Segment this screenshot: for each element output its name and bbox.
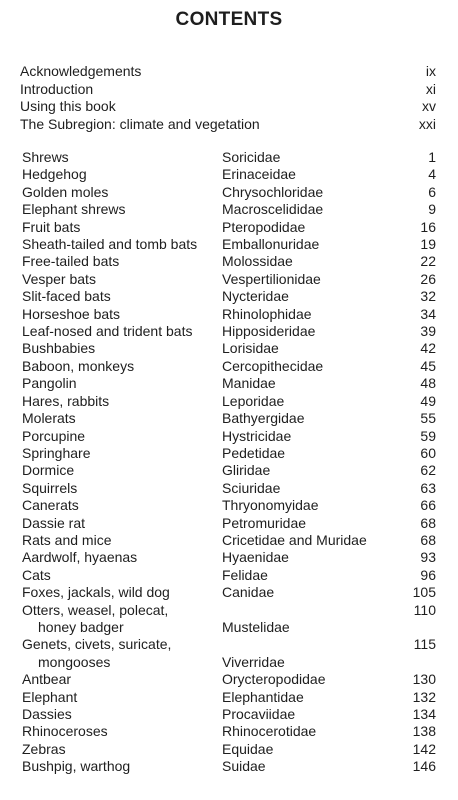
common-name-line: Foxes, jackals, wild dog [22,584,170,601]
common-name [22,567,222,584]
family-name: Gliridae [222,462,271,479]
family-name: Felidae [222,566,268,583]
page-number: 96 [420,566,436,583]
contents-row [22,480,436,497]
contents-row [22,462,436,479]
family-name: Procaviidae [222,706,296,722]
common-name-line: Fruit bats [22,218,81,235]
common-name-line: Dormice [22,462,75,479]
contents-row [22,567,436,584]
common-name-line: Sheath-tailed and tomb bats [22,236,198,253]
common-name [22,689,222,706]
family-name: Soricidae [222,149,281,165]
common-name [22,219,222,236]
page-number: 16 [420,218,436,235]
family-name: Manidae [222,375,276,392]
common-name [22,271,222,288]
common-name-line: Horseshoe bats [22,305,121,322]
common-name [22,497,222,514]
common-name [22,358,222,375]
page-number: 62 [420,462,436,479]
contents-row [22,340,436,357]
contents-row [22,428,436,445]
family-name: Lorisidae [222,340,279,357]
common-name [22,671,222,688]
common-name [22,462,222,479]
contents-row [22,549,436,566]
common-name [22,288,222,305]
family-name: Viverridae [222,653,285,670]
family-name: Vespertilionidae [222,270,321,287]
common-name [22,758,222,775]
page-number: 49 [420,392,436,409]
page-number: 48 [420,375,436,392]
common-name-line: Slit-faced bats [22,288,111,305]
common-name [22,236,222,253]
page-number: 45 [420,357,436,374]
common-name-line: Golden moles [22,183,109,200]
common-name-line: Squirrels [22,479,78,496]
common-name [22,584,222,601]
common-name-line: Genets, civets, suricate, [22,636,172,653]
common-name-line: Bushpig, warthog [22,758,131,775]
common-name [22,428,222,445]
common-name [22,166,222,183]
common-name [22,375,222,392]
contents-row [22,706,436,723]
contents-row [22,271,436,288]
contents-row [22,445,436,462]
page-number: 66 [420,497,436,514]
page-number: 22 [420,253,436,270]
contents-row [22,636,436,671]
front-matter-list [20,63,436,133]
contents-row [22,602,436,637]
family-name: Rhinolophidae [222,305,312,322]
page-number: 110 [413,601,436,618]
common-name-line: Cats [22,566,51,583]
page-number: 55 [420,410,436,427]
contents-row [22,219,436,236]
common-name-line: Pangolin [22,375,77,392]
common-name-line: Dassies [22,706,72,722]
common-name-line: Elephant shrews [22,201,126,218]
family-name: Macroscelididae [222,201,324,218]
common-name [22,445,222,462]
contents-row [22,497,436,514]
contents-row [22,375,436,392]
contents-row [22,149,436,166]
page-number: 68 [420,514,436,531]
common-name-line: Hares, rabbits [22,392,110,409]
front-matter-page: ix [425,63,436,79]
contents-row [22,288,436,305]
common-name [22,410,222,427]
contents-row [22,201,436,218]
family-name: Rhinocerotidae [222,723,317,740]
contents-row [22,323,436,340]
page-number: 32 [420,288,436,305]
front-matter-label: The Subregion: climate and vegetation [20,115,260,132]
common-name-line: Antbear [22,671,72,688]
front-matter-row [20,81,436,99]
page-number: 4 [428,166,436,183]
family-name: Pteropodidae [222,218,306,235]
common-name-line: Shrews [22,149,69,165]
family-name: Cercopithecidae [222,357,324,374]
family-name: Nycteridae [222,288,289,305]
family-name: Hipposideridae [222,323,316,340]
common-name-line: mongooses [38,653,111,670]
contents-row [22,584,436,601]
common-name [22,323,222,340]
page-number: 39 [420,323,436,340]
common-name [22,393,222,410]
contents-row [22,306,436,323]
page-number: 59 [420,427,436,444]
page-number: 68 [420,531,436,548]
family-name: Petromuridae [222,514,307,531]
common-name-line: Rats and mice [22,531,112,548]
contents-row [22,671,436,688]
family-name: Chrysochloridae [222,183,324,200]
page-title: CONTENTS [175,9,283,30]
common-name [22,549,222,566]
common-name-line: Free-tailed bats [22,253,120,270]
common-name [22,306,222,323]
page-number: 130 [412,671,436,688]
contents-row [22,236,436,253]
page-number: 93 [420,549,436,566]
common-name-line: Porcupine [22,427,86,444]
common-name-line: Elephant [22,688,78,705]
common-name [22,532,222,549]
contents-row [22,393,436,410]
front-matter-page: xxi [418,115,436,132]
common-name [22,723,222,740]
page-number: 115 [413,636,436,653]
family-name: Leporidae [222,392,285,409]
family-name: Molossidae [222,253,293,270]
page-number: 146 [412,758,436,775]
contents-row [22,515,436,532]
common-name-line: Dassie rat [22,514,86,531]
front-matter-label: Introduction [20,80,94,97]
front-matter-page: xi [425,80,436,97]
page-number: 134 [412,706,436,722]
common-name-line: Vesper bats [22,270,96,287]
page-number: 9 [428,201,436,218]
front-matter-row [20,63,436,81]
contents-list [22,149,436,776]
contents-row [22,723,436,740]
common-name-line: Springhare [22,444,91,461]
family-name: Suidae [222,758,266,775]
contents-row [22,253,436,270]
front-matter-label: Using this book [20,98,116,114]
page-number: 34 [420,305,436,322]
common-name [22,184,222,201]
common-name [22,602,222,637]
family-name: Equidae [222,740,274,757]
contents-row [22,166,436,183]
contents-row [22,532,436,549]
family-name: Cricetidae and Muridae [222,531,367,548]
page-number: 42 [420,340,436,357]
family-name: Emballonuridae [222,236,320,253]
common-name-line: Molerats [22,410,76,427]
family-name: Sciuridae [222,479,281,496]
family-name: Bathyergidae [222,410,305,427]
common-name-line: Zebras [22,740,66,757]
common-name [22,636,222,671]
front-matter-label: Acknowledgements [20,63,142,79]
page-number: 142 [412,740,436,757]
common-name [22,340,222,357]
page-number: 1 [428,149,436,165]
page-number: 132 [412,688,436,705]
common-name-line: Aardwolf, hyaenas [22,549,138,566]
common-name-line: Hedgehog [22,166,87,183]
page-number: 26 [420,270,436,287]
family-name: Pedetidae [222,444,286,461]
family-name: Mustelidae [222,618,290,635]
family-name: Erinaceidae [222,166,296,183]
page-number: 105 [412,584,436,601]
family-name: Orycteropodidae [222,671,326,688]
common-name-line: Rhinoceroses [22,723,108,740]
page-number: 19 [420,236,436,253]
common-name [22,706,222,723]
contents-row [22,689,436,706]
page-number: 63 [420,479,436,496]
common-name [22,149,222,166]
contents-row [22,358,436,375]
family-name: Thryonomyidae [222,497,319,514]
family-name: Hystricidae [222,427,292,444]
page-number: 60 [420,444,436,461]
front-matter-page: xv [422,98,436,114]
common-name [22,741,222,758]
family-name: Elephantidae [222,688,304,705]
common-name [22,201,222,218]
page-number: 6 [428,183,436,200]
common-name-line: Leaf-nosed and trident bats [22,323,193,340]
common-name [22,515,222,532]
contents-row [22,758,436,775]
front-matter-row [20,116,436,134]
common-name-line: honey badger [38,618,124,635]
contents-row [22,410,436,427]
front-matter-row [20,98,436,116]
common-name [22,253,222,270]
family-name: Canidae [222,584,275,601]
contents-row [22,184,436,201]
common-name [22,480,222,497]
contents-row [22,741,436,758]
page-number: 138 [412,723,436,740]
common-name-line: Canerats [22,497,79,514]
family-name: Hyaenidae [222,549,289,566]
common-name-line: Bushbabies [22,340,96,357]
common-name-line: Baboon, monkeys [22,357,135,374]
common-name-line: Otters, weasel, polecat, [22,601,169,618]
